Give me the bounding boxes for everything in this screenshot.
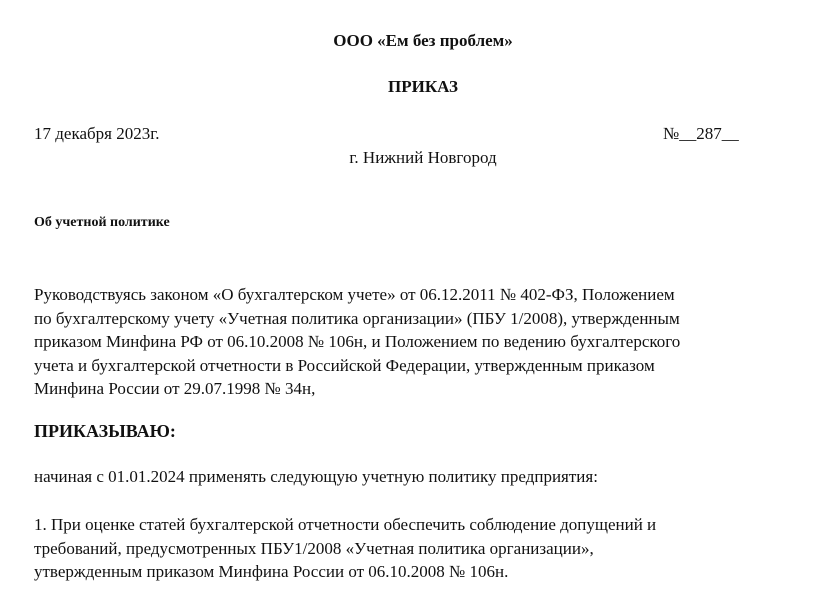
preamble-line: Руководствуясь законом «О бухгалтерском учете» от 06.12.2011 № 402-ФЗ, Положением	[34, 285, 675, 304]
preamble-line: приказом Минфина РФ от 06.10.2008 № 106н, и Положением по ведению бухгалтерского	[34, 332, 681, 351]
clause-line: 1. При оценке статей бухгалтерской отчетности обеспечить соблюдение допущений и	[34, 515, 657, 534]
order-number: №__287__	[663, 124, 739, 143]
company-name: ООО «Ем без проблем»	[333, 31, 513, 50]
preamble-line: Минфина России от 29.07.1998 № 34н,	[34, 379, 316, 398]
intro-sentence: начиная с 01.01.2024 применять следующую учетную политику предприятия:	[34, 467, 598, 486]
preamble-line: по бухгалтерскому учету «Учетная политика организации» (ПБУ 1/2008), утвержденным	[34, 308, 680, 328]
order-subject: Об учетной политике	[34, 215, 170, 230]
city-name: г. Нижний Новгород	[349, 148, 497, 167]
preamble-paragraph	[34, 283, 814, 401]
order-date: 17 декабря 2023г.	[34, 124, 160, 143]
clause-line: требований, предусмотренных ПБУ1/2008 «Учетная политика организации»,	[34, 538, 594, 558]
document-title: ПРИКАЗ	[388, 77, 458, 96]
clause-line: утвержденным приказом Минфина России от 06.10.2008 № 106н.	[34, 562, 509, 581]
preamble-line: учета и бухгалтерской отчетности в Российской Федерации, утвержденным приказом	[34, 355, 655, 375]
clause-1	[34, 513, 814, 584]
order-keyword: ПРИКАЗЫВАЮ:	[34, 421, 176, 441]
